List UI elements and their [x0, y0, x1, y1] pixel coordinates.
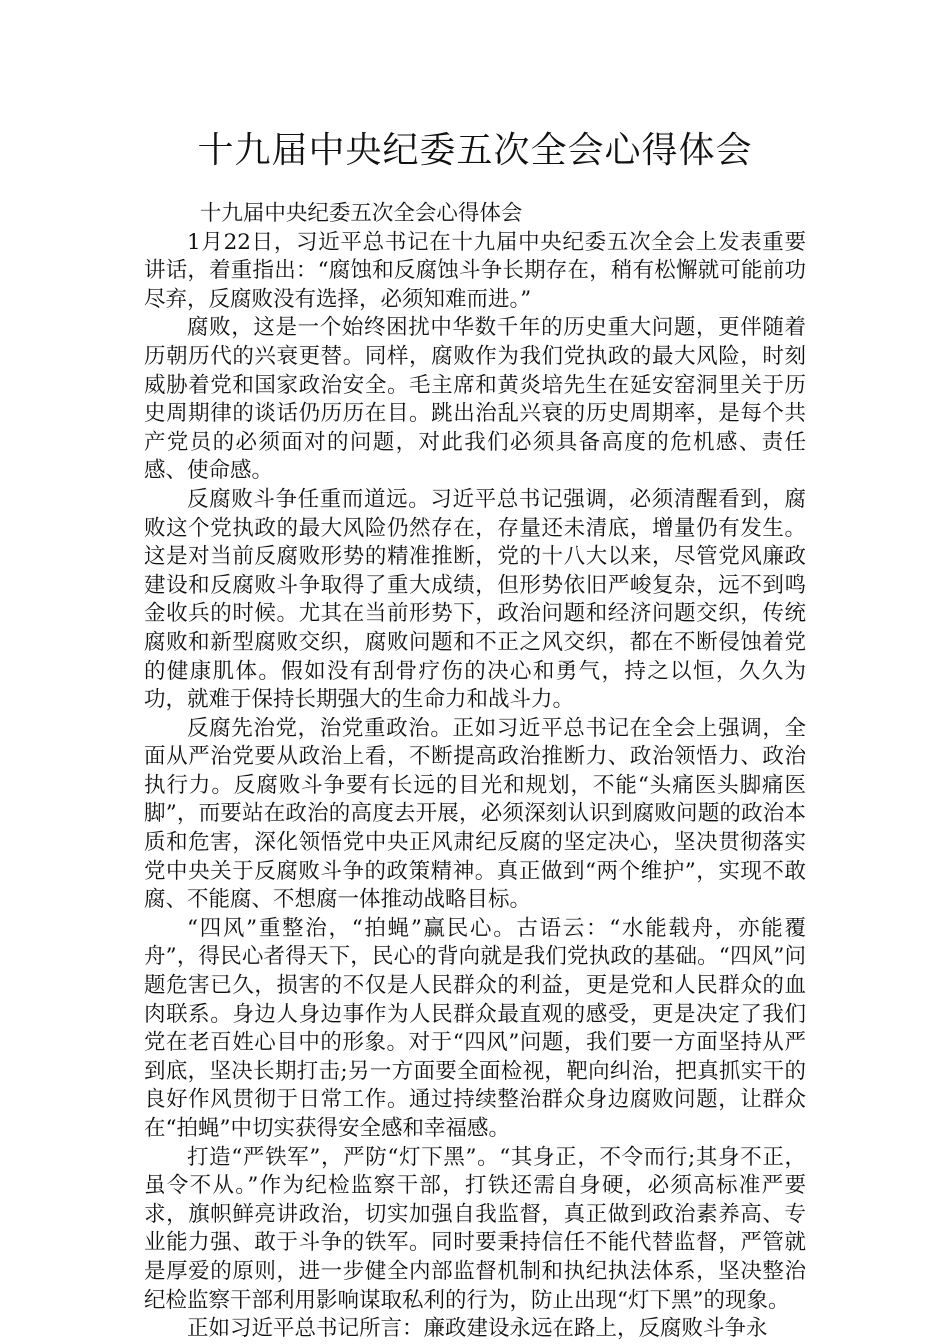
paragraph: 1月22日，习近平总书记在十九届中央纪委五次全会上发表重要讲话，着重指出：“腐蚀和反腐蚀斗争长期存在，稍有松懈就可能前功尽弃，反腐败没有选择，必须知难而进。” — [144, 229, 806, 312]
paragraph: 打造“严铁军”，严防“灯下黑”。“其身正，不令而行;其身不正，虽令不从。”作为纪检监察干部，打铁还需自身硬，必须高标准严要求，旗帜鲜亮讲政治，切实加强自我监督，真正做到政治素养高、专业能力强、敢于斗争的铁军。同时要秉持信任不能代替监督，严管就是厚爱的原则，进一步健全内部监督机制和执纪执法体系，坚决整治纪检监察干部利用影响谋取私利的行为，防止出现“灯下黑”的现象。 — [144, 1144, 806, 1313]
document-title: 十九届中央纪委五次全会心得体会 — [197, 130, 753, 171]
document-subtitle: 十九届中央纪委五次全会心得体会 — [199, 201, 523, 226]
paragraph: 反腐败斗争任重而道远。习近平总书记强调，必须清醒看到，腐败这个党执政的最大风险仍然存在，存量还未清底，增量仍有发生。这是对当前反腐败形势的精准推断，党的十八大以来，尽管党风廉政建设和反腐败斗争取得了重大成绩，但形势依旧严峻复杂，远不到鸣金收兵的时候。尤其在当前形势下，政治问题和经济问题交织，传统腐败和新型腐败交织，腐败问题和不正之风交织，都在不断侵蚀着党的健康肌体。假如没有刮骨疗伤的决心和勇气，持之以恒，久久为功，就难于保持长期强大的生命力和战斗力。 — [144, 486, 806, 713]
paragraph: “四风”重整治，“拍蝇”赢民心。古语云：“水能载舟，亦能覆舟”，得民心者得天下，民心的背向就是我们党执政的基础。“四风”问题危害已久，损害的不仅是人民群众的利益，更是党和人民群众的血肉联系。身边人身边事作为人民群众最直观的感受，更是决定了我们党在老百姓心目中的形象。对于“四风”问题，我们要一方面坚持从严到底，坚决长期打击;另一方面要全面检视，靶向纠治，把真抓实干的良好作风贯彻于日常工作。通过持续整治群众身边腐败问题，让群众在“拍蝇”中切实获得安全感和幸福感。 — [144, 915, 806, 1141]
paragraph: 腐败，这是一个始终困扰中华数千年的历史重大问题，更伴随着历朝历代的兴衰更替。同样，腐败作为我们党执政的最大风险，时刻威胁着党和国家政治安全。毛主席和黄炎培先生在延安窑洞里关于历史周期律的谈话仍历历在目。跳出治乱兴衰的历史周期率，是每个共产党员的必须面对的问题，对此我们必须具备高度的危机感、责任感、使命感。 — [144, 315, 806, 484]
document-body — [144, 200, 806, 1344]
paragraph: 反腐先治党，治党重政治。正如习近平总书记在全会上强调，全面从严治党要从政治上看，不断提高政治推断力、政治领悟力、政治执行力。反腐败斗争要有长远的目光和规划，不能“头痛医头脚痛医脚”，而要站在政治的高度去开展，必须深刻认识到腐败问题的政治本质和危害，深化领悟党中央正风肃纪反腐的坚定决心，坚决贯彻落实党中央关于反腐败斗争的政策精神。真正做到“两个维护”，实现不敢腐、不能腐、不想腐一体推动战略目标。 — [144, 715, 806, 913]
paragraph: 正如习近平总书记所言：廉政建设永远在路上，反腐败斗争永 — [187, 1316, 768, 1342]
